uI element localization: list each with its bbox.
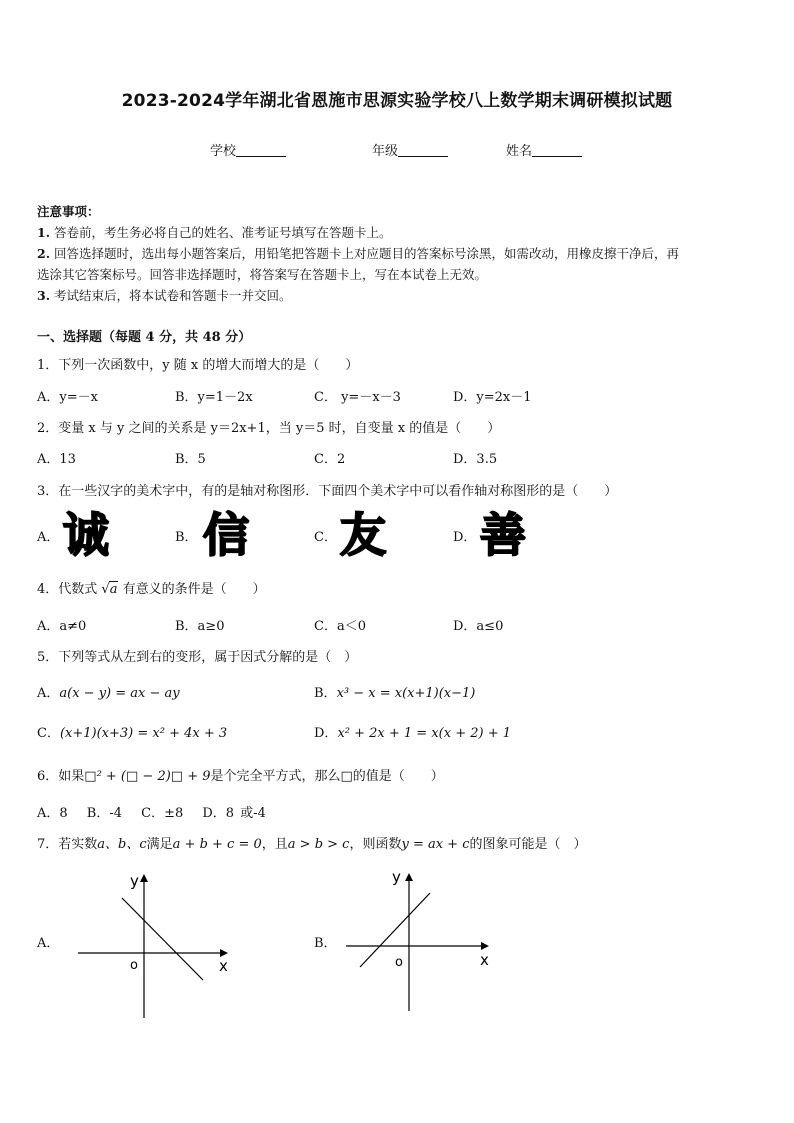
q1-option-b[interactable]: B．y=1－2x: [175, 390, 253, 405]
grade-blank[interactable]: [398, 144, 448, 157]
graph-b-x-label: x: [480, 951, 489, 969]
school-blank[interactable]: [236, 144, 286, 157]
q7-stem: 7．若实数a、b、c满足a + b + c = 0，且a > b > c，则函数y = ax + c的图象可能是（ ）: [37, 837, 587, 852]
q1-option-d[interactable]: D．y=2x－1: [453, 390, 532, 405]
notice-item-2-cont: 选涂其它答案标号。回答非选择题时，将答案写在答题卡上，写在本试卷上无效。: [37, 267, 488, 282]
graph-b-y-arrow: [405, 873, 413, 881]
q2-option-c[interactable]: C．2: [314, 452, 346, 467]
q2-option-d[interactable]: D．3.5: [453, 452, 498, 467]
graph-a-y-arrow: [140, 874, 148, 882]
notice-block: [37, 201, 759, 306]
q1-stem: 1．下列一次函数中，y 随 x 的增大而增大的是（ ）: [37, 358, 359, 373]
graph-b-origin: o: [395, 955, 403, 970]
q5-a-expr: a(x − y) = ax − ay: [59, 686, 180, 701]
notice-head: 注意事项：: [37, 204, 100, 219]
name-field[interactable]: [506, 140, 582, 159]
graph-a-x-label: x: [219, 957, 228, 975]
q5-option-d[interactable]: D．x² + 2x + 1 = x(x + 2) + 1: [314, 726, 511, 741]
q1-option-a[interactable]: A．y=－x: [37, 390, 98, 405]
q2-stem: 2．变量 x 与 y 之间的关系是 y＝2x+1，当 y＝5 时，自变量 x 的值是（ ）: [37, 421, 501, 436]
q1-option-c[interactable]: C． y=－x－3: [314, 390, 401, 405]
q3-option-d[interactable]: D．: [453, 530, 477, 545]
q3-option-a[interactable]: A．: [37, 530, 60, 545]
graph-b-x-arrow: [481, 942, 489, 950]
q7-vars: a、b、c: [97, 837, 147, 852]
q6-options[interactable]: A．8 B．-4 C．±8 D．8 或-4: [37, 806, 266, 821]
q5-c-expr: (x+1)(x+3) = x² + 4x + 3: [59, 726, 228, 741]
sqrt-sign: √: [101, 582, 110, 597]
art-char-you: 友: [340, 508, 386, 562]
q3-option-c[interactable]: C．: [314, 530, 337, 545]
page-title: 2023-2024学年湖北省恩施市思源实验学校八上数学期末调研模拟试题: [121, 91, 673, 111]
art-char-xin: 信: [203, 508, 249, 562]
q7-func: y = ax + c: [401, 837, 470, 852]
notice-item-3: 3. 考试结束后，将本试卷和答题卡一并交回。: [37, 288, 292, 303]
notice-item-2: 2. 回答选择题时，选出每小题答案后，用铅笔把答题卡上对应题目的答案标号涂黑，如需改动，用橡皮擦干净后，再: [37, 246, 680, 261]
graph-a-y-label: y: [130, 872, 139, 890]
q3-stem: 3．在一些汉字的美术字中，有的是轴对称图形．下面四个美术字中可以看作轴对称图形的是（ ）: [37, 484, 618, 499]
sqrt-radicand: a: [109, 582, 118, 597]
notice-item-1: 1. 答卷前，考生务必将自己的姓名、准考证号填写在答题卡上。: [37, 225, 392, 240]
school-field[interactable]: [210, 140, 286, 159]
q5-option-a[interactable]: A．a(x − y) = ax − ay: [37, 686, 180, 701]
grade-label: 年级: [372, 144, 399, 159]
q3-option-b[interactable]: B．: [175, 530, 198, 545]
art-char-shan: 善: [480, 508, 526, 562]
q4-option-d[interactable]: D．a≤0: [453, 619, 504, 634]
q5-d-expr: x² + 2x + 1 = x(x + 2) + 1: [337, 726, 511, 741]
q7-graph-b: [338, 865, 498, 1015]
q6-stem: 6．如果□² + (□ − 2)□ + 9是个完全平方式，那么□的值是（ ）: [37, 769, 444, 784]
q4-stem: 4．代数式 √a 有意义的条件是（ ）: [37, 582, 266, 597]
q7-graph-a: [70, 868, 245, 1023]
grade-field[interactable]: [372, 140, 448, 159]
q5-stem: 5．下列等式从左到右的变形，属于因式分解的是（ ）: [37, 650, 358, 665]
q5-b-expr: x³ − x = x(x+1)(x−1): [336, 686, 476, 701]
art-char-cheng: 诚: [63, 508, 109, 562]
q2-option-b[interactable]: B．5: [175, 452, 206, 467]
q4-option-a[interactable]: A．a≠0: [37, 619, 87, 634]
q7-cond2: a > b > c: [287, 837, 350, 852]
q7-cond1: a + b + c = 0: [172, 837, 262, 852]
school-label: 学校: [210, 144, 237, 159]
q6-expr: □² + (□ − 2)□ + 9: [84, 769, 211, 784]
q7-option-a[interactable]: A．: [37, 936, 60, 951]
graph-b-y-label: y: [392, 868, 401, 886]
q2-option-a[interactable]: A．13: [37, 452, 76, 467]
graph-a-x-arrow: [220, 949, 228, 957]
name-label: 姓名: [506, 144, 533, 159]
q7-option-b[interactable]: B．: [314, 936, 337, 951]
name-blank[interactable]: [532, 144, 582, 157]
q5-option-c[interactable]: C．(x+1)(x+3) = x² + 4x + 3: [37, 726, 228, 741]
section-heading: 一、选择题（每题 4 分，共 48 分）: [37, 330, 252, 345]
q4-option-c[interactable]: C．a＜0: [314, 619, 366, 634]
q4-option-b[interactable]: B．a≥0: [175, 619, 225, 634]
q5-option-b[interactable]: B．x³ − x = x(x+1)(x−1): [314, 686, 476, 701]
graph-a-origin: o: [130, 958, 138, 973]
